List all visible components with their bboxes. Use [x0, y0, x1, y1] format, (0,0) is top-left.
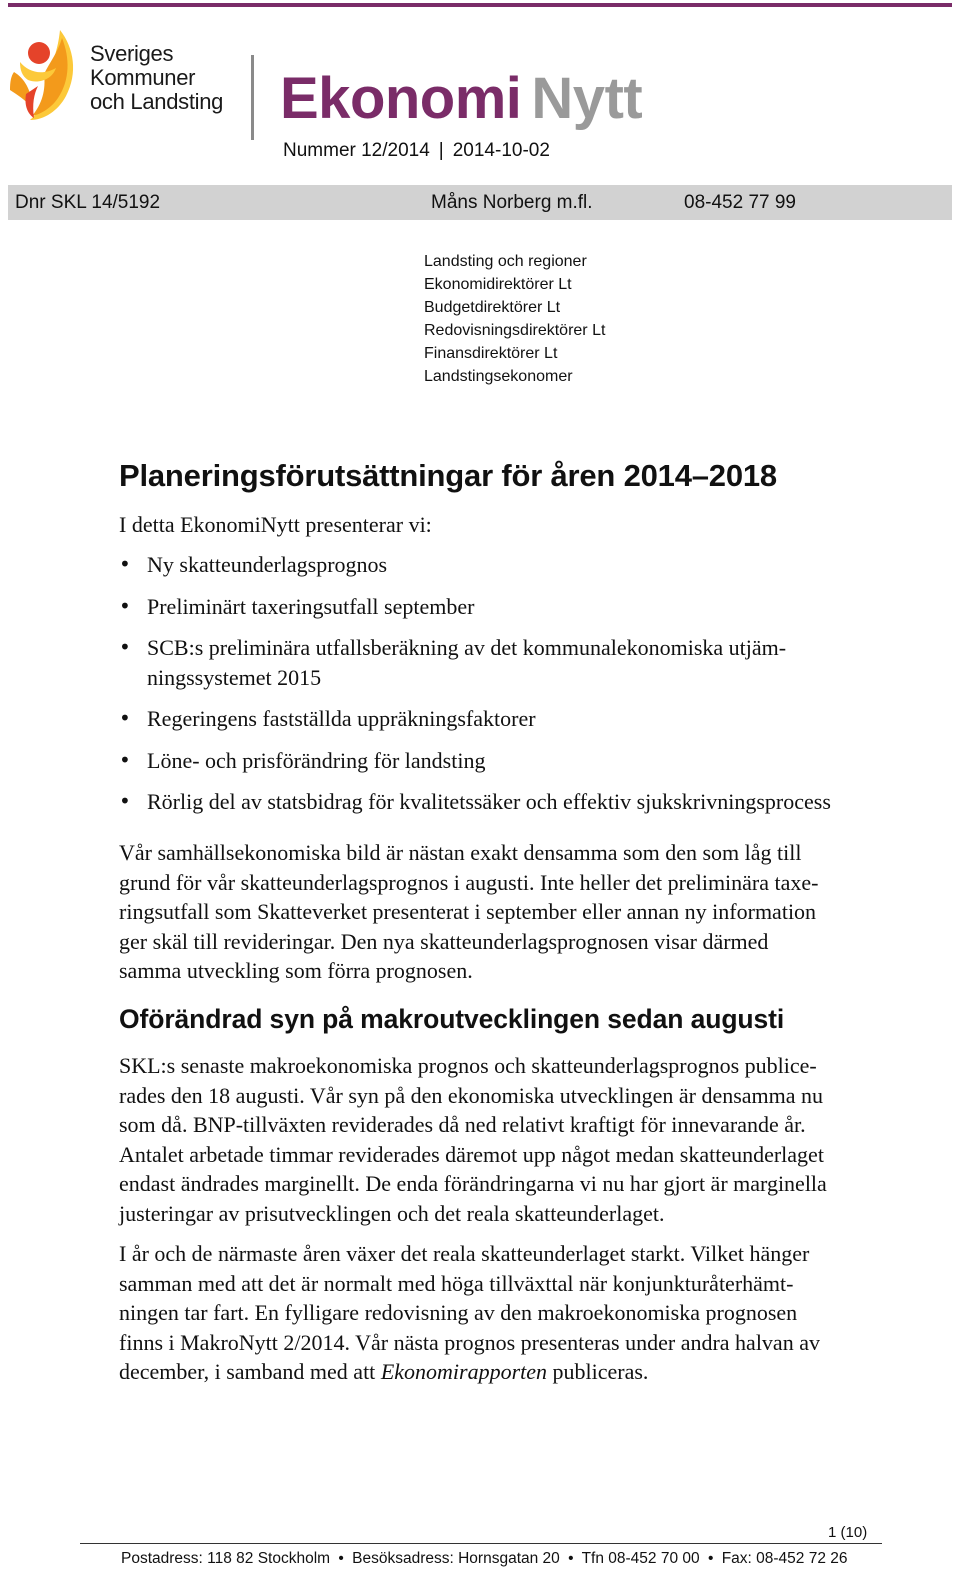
top-accent-line — [8, 3, 952, 7]
skl-logo-icon — [8, 28, 78, 123]
list-item: • Regeringens fastställda uppräkningsfaktorer — [119, 704, 889, 734]
recipient: Landsting och regioner — [424, 253, 587, 270]
section-heading: Oförändrad syn på makroutvecklingen sedan augusti — [119, 1004, 785, 1034]
header-divider — [251, 55, 254, 140]
paragraph-macro — [119, 1051, 879, 1228]
text-line — [119, 1357, 879, 1387]
masthead-word-ekonomi: Ekonomi — [280, 66, 522, 131]
text-line: justeringar av prisutvecklingen och det reala skatteunderlaget. — [119, 1200, 665, 1226]
page-number: 1 (10) — [828, 1524, 868, 1541]
org-line: Sveriges — [90, 41, 174, 66]
org-name — [90, 42, 223, 114]
text-line: samma utveckling som förra prognosen. — [119, 958, 473, 983]
masthead-word-nytt: Nytt — [531, 66, 643, 131]
separator-dot: • — [707, 1550, 714, 1567]
org-line: Kommuner — [90, 65, 196, 90]
article-title: Planeringsförutsättningar för åren 2014–2018 — [119, 458, 777, 493]
separator-dot: • — [568, 1550, 574, 1567]
info-bar — [8, 185, 952, 220]
list-item: • Löne- och prisförändring för landsting — [119, 746, 889, 776]
issue-separator: | — [438, 140, 444, 161]
org-line: och Landsting — [90, 89, 224, 114]
text-line: ringsutfall som Skatteverket presenterat i september eller annan ny information — [119, 899, 817, 924]
issue-date: 2014-10-02 — [452, 140, 550, 161]
list-item: • Preliminärt taxeringsutfall september — [119, 592, 889, 622]
footer-rule — [80, 1543, 882, 1544]
author-phone: 08-452 77 99 — [684, 192, 796, 213]
footer-address — [121, 1550, 848, 1568]
issue-number: Nummer 12/2014 — [283, 140, 430, 161]
list-item: • Ny skatteunderlagsprognos — [119, 550, 889, 580]
main-phone: Tfn 08-452 70 00 — [581, 1550, 700, 1567]
separator-dot: • — [338, 1550, 344, 1567]
text-line: grund för vår skatteunderlagsprognos i augusti. Inte heller det preliminära taxe- — [119, 869, 819, 895]
paragraph-outlook — [119, 1239, 879, 1387]
masthead — [280, 66, 642, 132]
recipient: Redovisningsdirektörer Lt — [424, 322, 606, 339]
text-line: I år och de närmaste åren växer det reala skatteunderlaget starkt. Vilket hänger — [119, 1241, 810, 1266]
issue-line — [283, 140, 550, 162]
text-line: ger skäl till revideringar. Den nya skatteunderlagsprognosen visar därmed — [119, 928, 769, 954]
dnr: Dnr SKL 14/5192 — [15, 192, 161, 213]
text-fragment: december, i samband med att — [119, 1359, 381, 1384]
topic-list — [119, 550, 889, 829]
visit-address: Besöksadress: Hornsgatan 20 — [352, 1550, 560, 1567]
text-line: som då. BNP-tillväxten reviderades då ned relativt kraftigt för innevarande år. — [119, 1112, 806, 1137]
recipient: Finansdirektörer Lt — [424, 345, 558, 362]
recipient: Budgetdirektörer Lt — [424, 299, 561, 316]
text-line: rades den 18 augusti. Vår syn på den ekonomiska utvecklingen är densamma nu — [119, 1082, 824, 1108]
recipient: Ekonomidirektörer Lt — [424, 276, 572, 293]
recipient-list — [424, 250, 605, 388]
article-intro: I detta EkonomiNytt presenterar vi: — [119, 512, 432, 537]
text-line: endast ändrades marginellt. De enda förändringarna vi nu har gjort är marginella — [119, 1171, 827, 1196]
text-line: finns i MakroNytt 2/2014. Vår nästa prognos presenteras under andra halvan av — [119, 1329, 820, 1355]
text-line: samman med att det är normalt med höga tillväxttal när konjunkturåterhämt- — [119, 1270, 794, 1296]
author: Måns Norberg m.fl. — [431, 192, 593, 213]
text-line: SKL:s senaste makroekonomiska prognos och skatteunderlagsprognos publice- — [119, 1053, 817, 1078]
text-line: Vår samhällsekonomiska bild är nästan exakt densamma som den som låg till — [119, 840, 802, 865]
paragraph-summary — [119, 838, 879, 986]
text-fragment: publiceras. — [547, 1359, 649, 1384]
recipient: Landstingsekonomer — [424, 368, 573, 385]
text-line: Antalet arbetade timmar reviderades däremot upp något medan skatteunderlaget — [119, 1141, 824, 1167]
list-item: • SCB:s preliminära utfallsberäkning av det kommunalekonomiska utjäm-ningssystemet 2015 — [119, 633, 889, 692]
list-item: • Rörlig del av statsbidrag för kvalitetssäker och effektiv sjukskrivningsprocess — [119, 787, 889, 817]
report-title: Ekonomirapporten — [380, 1359, 548, 1384]
postal-address: Postadress: 118 82 Stockholm — [121, 1550, 331, 1567]
text-line: ningen tar fart. En fylligare redovisning av den makroekonomiska prognosen — [119, 1300, 798, 1325]
fax: Fax: 08-452 72 26 — [721, 1550, 848, 1567]
